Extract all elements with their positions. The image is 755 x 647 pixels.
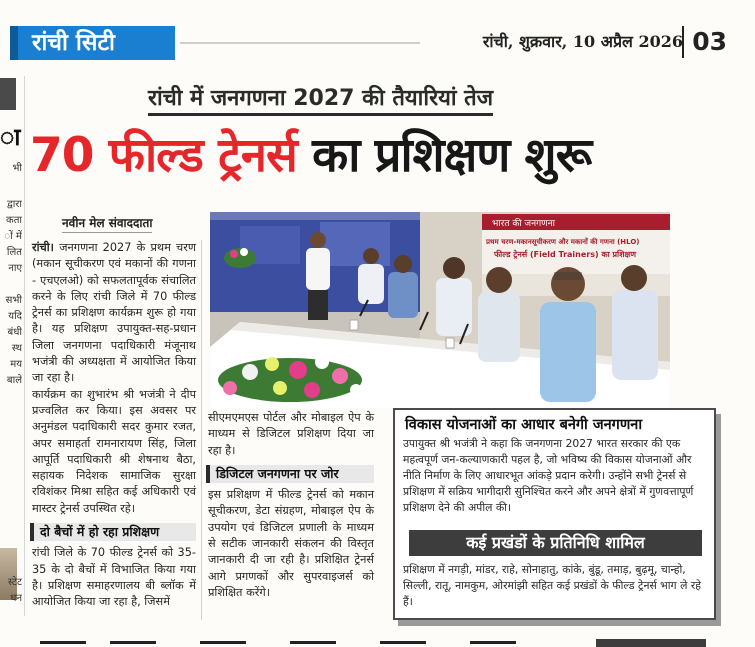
adjacent-text-line: नाए — [8, 263, 22, 274]
next-story-banner — [596, 639, 706, 647]
adjacent-text-line: बाले — [6, 375, 22, 386]
section-tag-accent — [10, 26, 18, 60]
adjacent-text-line: यदि — [8, 311, 22, 322]
header-divider — [180, 42, 420, 44]
story-kicker: रांची में जनगणना 2027 की तैयारियां तेज — [148, 82, 493, 116]
next-headline-fragment — [200, 641, 246, 644]
adjacent-headline-fragment: ा — [0, 123, 21, 151]
adjacent-text-line: स्थ — [11, 343, 22, 354]
column-divider — [201, 240, 202, 620]
story-paragraph — [32, 240, 196, 387]
adjacent-text-line: द्वारा — [6, 199, 22, 210]
story-paragraph: सीएमएमएस पोर्टल और मोबाइल ऐप के माध्यम से डिजिटल प्रशिक्षण दिया जा रहा है। — [208, 411, 374, 457]
adjacent-text-line: सभी — [5, 295, 22, 306]
next-headline-fragment — [40, 641, 86, 644]
highlight-box-text-2: प्रशिक्षण में नगड़ी, मांडर, राहे, सोनाहातु, कांके, बुंडू, तमाड़, बुढ़मू, चान्हो, सिल्ली, रातू, नामकुम, ओरमांझी सहित कई प्रखंडों के फील्ड ट्रेनर्स भाग ले रहे हैं। — [403, 563, 701, 608]
next-headline-fragment — [290, 641, 336, 644]
next-headline-fragment — [470, 641, 516, 644]
story-headline — [30, 120, 591, 192]
story-column-2 — [208, 410, 374, 601]
banner-line-1: भारत की जनगणना — [492, 219, 556, 229]
adjacent-text-line: लित — [6, 247, 22, 258]
adjacent-text-line: बंधी — [7, 327, 22, 338]
next-story-fragment — [0, 631, 755, 647]
byline: नवीन मेल संवाददाता — [62, 214, 152, 233]
adjacent-story-block — [0, 78, 16, 110]
story-paragraph: कार्यक्रम का शुभारंभ श्री भजंत्री ने दीप प्रज्वलित कर किया। इस अवसर पर अनुमंडल पदाधिकारी सदर कुमार रजत, अपर समाहर्ता रामनारायण सिंह, जिला आपूर्ति पदाधिकारी श्री शेषनाथ बैठा, सहायक निदेशक सामाजिक सुरक्षा रविशंकर मिश्रा सहित कई अधिकारी एवं मास्टर ट्रेनर्स उपस्थित रहे। — [32, 387, 196, 515]
adjacent-text-line: मय — [10, 359, 22, 370]
highlight-box — [393, 408, 716, 620]
story-paragraph-text: जनगणना 2027 के प्रथम चरण (मकान सूचीकरण एवं मकानों की गणना - एचएलओ) को सफलतापूर्वक संचालित करने के लिए रांची जिले में 70 फील्ड ट्रेनर्स का प्रशिक्षण कार्यक्रम शुरू हो गया है। यह प्रशिक्षण उपायुक्त-सह-प्रधान जिला जनगणना पदाधिकारी मंजूनाथ भजंत्री की अध्यक्षता में आयोजित किया जा रहा है। — [32, 241, 197, 385]
headline-red-part: 70 फील्ड ट्रेनर्स — [30, 128, 297, 183]
story-subhead: दो बैचों में हो रहा प्रशिक्षण — [30, 523, 196, 541]
highlight-box-banner: कई प्रखंडों के प्रतिनिधि शामिल — [409, 530, 702, 556]
adjacent-text-line: भी — [12, 163, 22, 174]
highlight-box-title: विकास योजनाओं का आधार बनेगी जनगणना — [405, 417, 643, 433]
adjacent-story-fragment — [0, 78, 22, 647]
page-number: 03 — [682, 26, 727, 58]
adjacent-text-line: धन — [10, 593, 22, 604]
story-subhead: डिजिटल जनगणना पर जोर — [206, 465, 374, 483]
next-headline-fragment — [380, 641, 426, 644]
headline-black-part: का प्रशिक्षण शुरू — [312, 128, 592, 183]
banner-line-3: फील्ड ट्रेनर्स (Field Trainers) का प्रशिक्षण — [494, 250, 637, 259]
page-header — [0, 20, 755, 66]
adjacent-text-line: ों में — [4, 231, 22, 242]
column-divider — [24, 76, 25, 616]
story-column-1 — [32, 240, 196, 611]
event-photo — [210, 212, 670, 408]
adjacent-text-line: स्टेट — [8, 577, 22, 588]
section-tag: रांची सिटी — [10, 26, 175, 60]
story-dateline: रांची। — [32, 241, 54, 254]
banner-line-2: प्रथम चरण-मकानसूचीकरण और मकानों की गणना (HLO) — [486, 238, 640, 246]
next-headline-fragment — [110, 641, 156, 644]
story-paragraph: रांची जिले के 70 फील्ड ट्रेनर्स को 35-35 के दो बैचों में विभाजित किया गया है। प्रशिक्षण समाहरणालय बी ब्लॉक में आयोजित किया जा रहा है, जिसमें — [32, 546, 196, 609]
training-session-photo — [210, 212, 670, 408]
story-paragraph: इस प्रशिक्षण में फील्ड ट्रेनर्स को मकान सूचीकरण, डेटा संग्रहण, मोबाइल ऐप के उपयोग एवं डिजिटल प्रणाली के माध्यम से सटीक जानकारी संकलन की विस्तृत जानकारी दी जा रही है। प्रशिक्षित ट्रेनर्स आगे प्रगणकों और सुपरवाइजर्स को प्रशिक्षित करेंगे। — [208, 488, 374, 599]
dateline: रांची, शुक्रवार, 10 अप्रैल 2026 — [482, 32, 683, 51]
highlight-box-text: उपायुक्त श्री भजंत्री ने कहा कि जनगणना 2027 भारत सरकार की एक महत्वपूर्ण जन-कल्याणकारी पहल है, जो भविष्य की विकास योजनाओं और नीति निर्माण के लिए आधारभूत आंकड़े प्रदान करेगी। उन्होंने सभी ट्रेनर्स से प्रशिक्षण में सक्रिय भागीदारी सुनिश्चित करने और अपने क्षेत्रों में गुणवत्तापूर्ण प्रशिक्षण देने की अपील की। — [403, 437, 694, 514]
adjacent-text-line: कता — [6, 215, 22, 226]
